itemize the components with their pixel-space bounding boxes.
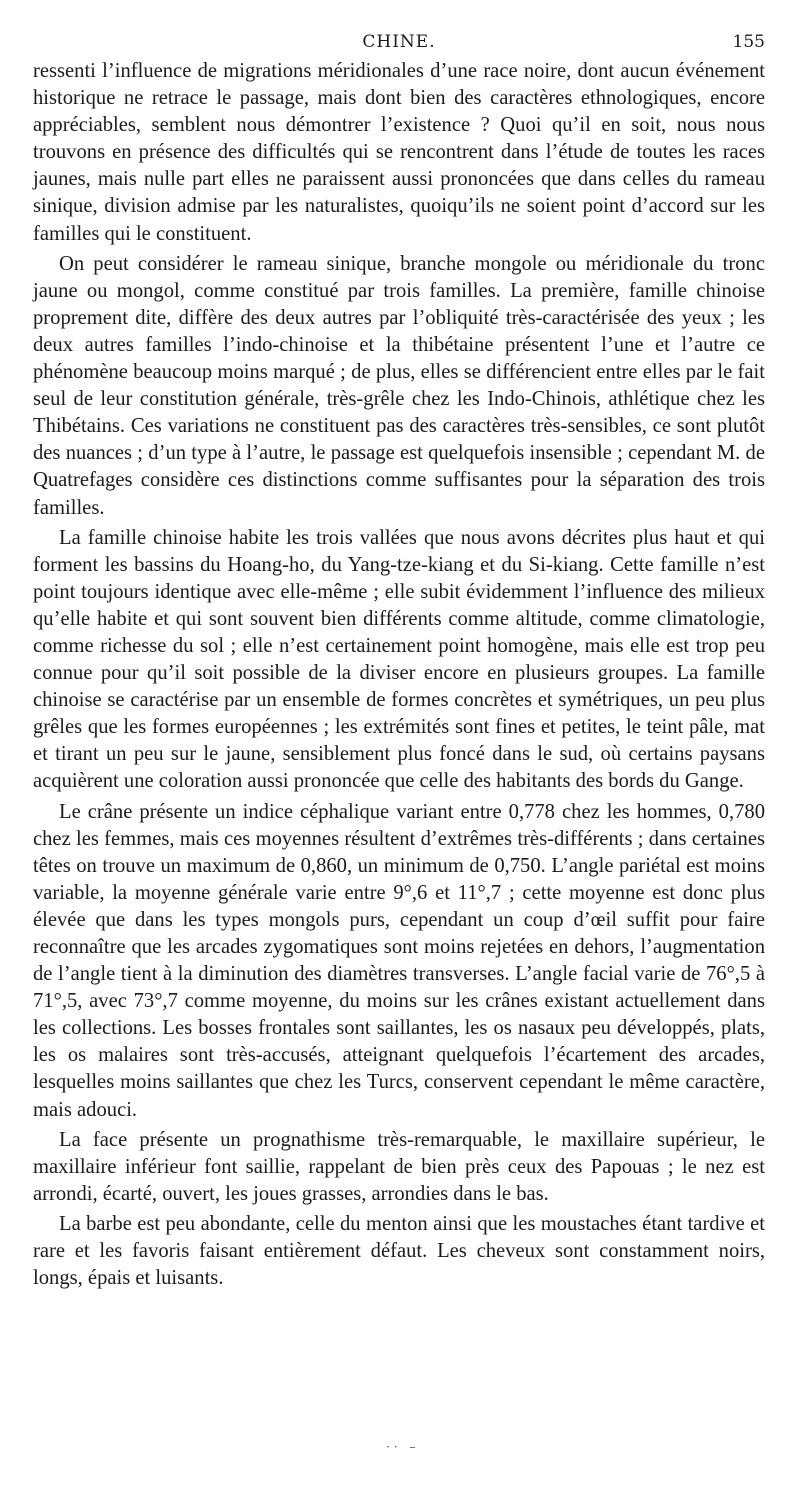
paragraph-crane: Le crâne présente un indice céphalique variant entre 0,778 chez les hommes, 0,780 chez les femmes, mais ces moyennes résultent d’extrêmes très-différents ; dans certaines têtes on trouve un maximum de 0,860, un minimum de 0,750. L’angle pariétal est moins variable, la moyenne générale varie entre 9°,6 et 11°,7 ; cette moyenne est donc plus élevée que dans les types mongols purs, cependant un coup d’œil suffit pour faire reconnaître que les arcades zygomatiques sont moins rejetées en dehors, l’augmentation de l’angle tient à la diminution des diamètres transverses. L’angle facial varie de 76°,5 à 71°,5, avec 73°,7 comme moyenne, du moins sur les crânes existant actuellement dans les collections. Les bosses frontales sont saillantes, les os nasaux peu développés, plats, les os malaires sont très-accusés, atteignant quelquefois l’écartement des arcades, lesquelles moins saillantes que chez les Turcs, conservent cependant le même caractère, mais adouci. xyxy=(33,800,765,1121)
page-number: 155 xyxy=(732,32,765,52)
paragraph-face: La face présente un prognathisme très-remarquable, le maxillaire supérieur, le maxillaire inférieur font saillie, rappelant de bien près ceux des Papouas ; le nez est arrondi, écarté, ouvert, les joues grasses, arrondies dans le bas. xyxy=(33,1128,765,1205)
paragraph-continued: ressenti l’influence de migrations méridionales d’une race noire, dont aucun événement historique ne retrace le passage, mais dont bien des caractères ethnologiques, encore appréciables, semblent nous démontrer l’existence ? Quoi qu’il en soit, nous nous trouvons en présence des difficultés qui se rencontrent dans l’étude de toutes les races jaunes, mais nulle part elles ne paraissent aussi prononcées que dans celles du rameau sinique, division admise par les naturalistes, quoiqu’ils ne soient point d’accord sur les familles qui le constituent. xyxy=(33,60,765,245)
print-speck-marks: ·· – xyxy=(386,1440,420,1454)
running-head: CHINE. xyxy=(362,32,436,52)
body-text xyxy=(33,58,765,1292)
paragraph-barbe: La barbe est peu abondante, celle du menton ainsi que les moustaches étant tardive et rare et les favoris faisant entièrement défaut. Les cheveux sont constamment noirs, longs, épais et luisants. xyxy=(33,1212,765,1290)
book-page xyxy=(33,26,765,1292)
paragraph-famille-chinoise: La famille chinoise habite les trois vallées que nous avons décrites plus haut et qui forment les bassins du Hoang-ho, du Yang-tze-kiang et du Si-kiang. Cette famille n’est point toujours identique avec elle-même ; elle subit évidemment l’influence des milieux qu’elle habite et qui sont souvent bien différents comme altitude, comme climatologie, comme richesse du sol ; elle n’est certainement point homogène, mais elle est trop peu connue pour qu’il soit possible de la diviser encore en plusieurs groupes. La famille chinoise se caractérise par un ensemble de formes concrètes et symétriques, un peu plus grêles que les formes européennes ; les extrémités sont fines et petites, le teint pâle, mat et tirant un peu sur le jaune, sensiblement plus foncé dans le sud, où certains paysans acquièrent une coloration aussi prononcée que celle des habitants des bords du Gange. xyxy=(33,526,765,793)
page-header xyxy=(33,26,765,56)
paragraph-rameau-sinique: On peut considérer le rameau sinique, branche mongole ou méridionale du tronc jaune ou mongol, comme constitué par trois familles. La première, famille chinoise proprement dite, diffère des deux autres par l’obliquité très-caractérisée des yeux ; les deux autres familles l’indo-chinoise et la thibétaine présentent l’une et l’autre ce phénomène beaucoup moins marqué ; de plus, elles se différencient entre elles par le fait seul de leur constitution générale, très-grêle chez les Indo-Chinois, athlétique chez les Thibétains. Ces variations ne constituent pas des caractères très-sensibles, ce sont plutôt des nuances ; d’un type à l’autre, le passage est quelquefois insensible ; cependant M. de Quatrefages considère ces distinctions comme suffisantes pour la séparation des trois familles. xyxy=(33,252,765,519)
